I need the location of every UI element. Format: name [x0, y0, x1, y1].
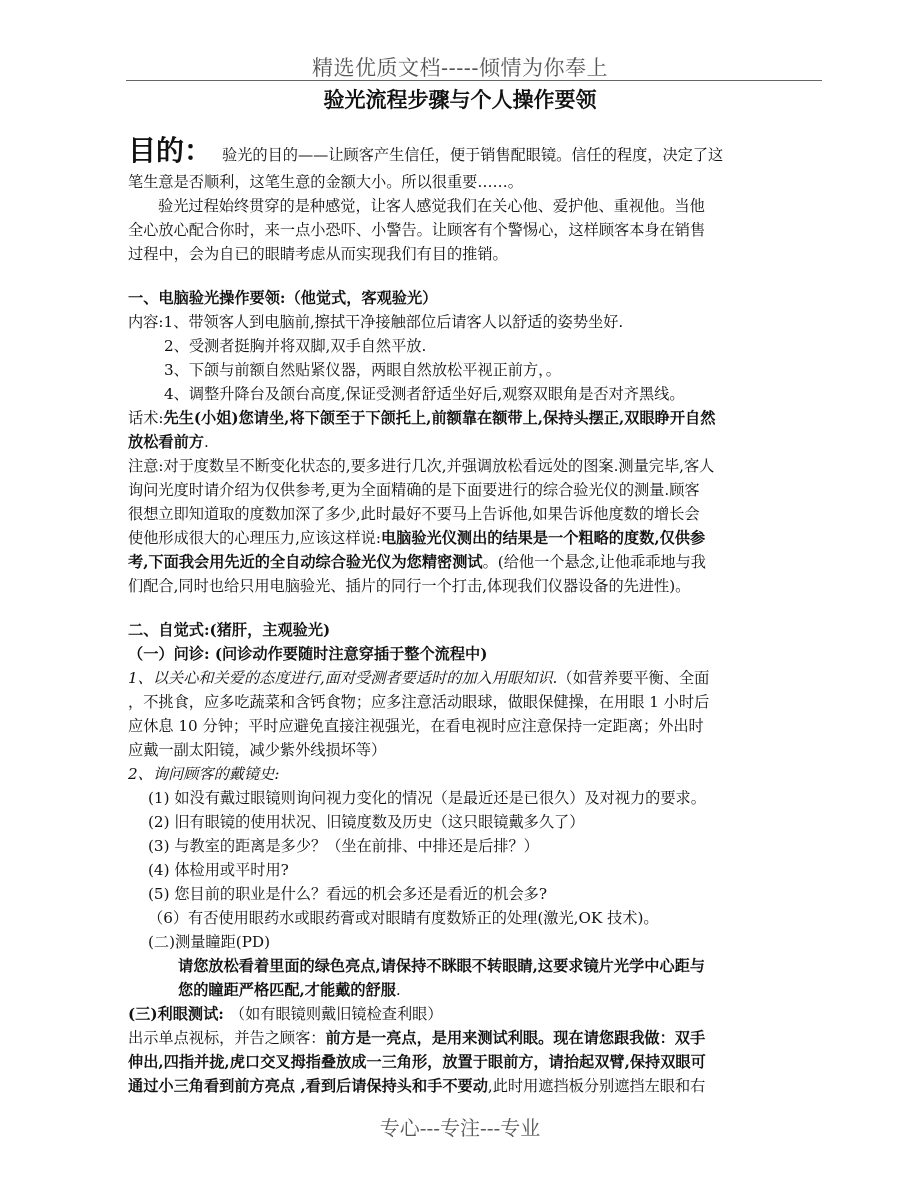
- section1-note-5: [128, 550, 820, 574]
- note4-bold: 电脑验光仪测出的结果是一个粗略的度数,仅供参: [380, 529, 706, 547]
- script-end: .: [203, 433, 209, 451]
- question-5: (5) 您目前的职业是什么？看远的机会多还是看近的机会多?: [148, 885, 547, 903]
- pd-script-2: [128, 978, 820, 1002]
- test3-bold: 通过小三角看到前方亮点 ,看到后请保持头和手不要动: [128, 1077, 488, 1095]
- pd-script-1: 请您放松看着里面的绿色亮点,请保持不眯眼不转眼睛,这要求镜片光学中心距与: [178, 957, 705, 975]
- purpose-line-4: 全心放心配合你时，来一点小恐吓、小警告。让顾客有个警惕心，这样顾客本身在销售: [128, 221, 706, 239]
- question-4: (4) 体检用或平时用?: [148, 861, 289, 879]
- section1-content-3: 3、下颌与前额自然贴紧仪器，两眼自然放松平视正前方，。: [164, 361, 561, 379]
- inquiry-item-1: [128, 666, 820, 690]
- inquiry-item-1-line-4: 应戴一副太阳镜，减少紫外线损坏等）: [128, 741, 387, 759]
- section1-note-2: 询问光度时请介绍为仅供参考,更为全面精确的是下面要进行的综合验光仪的测量.顾客: [128, 481, 700, 499]
- inquiry-item-2: 2、询问顾客的戴镜史:: [128, 765, 280, 783]
- section2-heading: 二、自觉式:(猪肝，主观验光): [128, 621, 331, 639]
- section1-heading: 一、电脑验光操作要领:（他觉式，客观验光）: [128, 289, 438, 307]
- section1-note-6: 们配合,同时也给只用电脑验光、插片的同行一个打击,体现我们仪器设备的先进性)。: [128, 577, 691, 595]
- section1-note-4: [128, 526, 820, 550]
- document-title: 验光流程步骤与个人操作要领: [323, 87, 597, 112]
- header-divider: [126, 80, 822, 81]
- test3-post: ,此时用遮挡板分别遮挡左眼和右: [487, 1077, 706, 1095]
- question-6: （6）有否使用眼药水或眼药膏或对眼睛有度数矫正的处理(激光,OK 技术)。: [148, 909, 659, 927]
- purpose-text: 验光的目的——让顾客产生信任，便于销售配眼镜。信任的程度，决定了这: [222, 146, 724, 164]
- section1-content-4: 4、调整升降台及颌台高度,保证受测者舒适坐好后,观察双眼角是否对齐黑线。: [164, 385, 685, 403]
- pd-script-2-bold: 您的瞳距严格匹配,才能戴的舒服: [178, 981, 396, 999]
- question-1: (1) 如没有戴过眼镜则询问视力变化的情况（是最近还是已很久）及对视力的要求。: [148, 789, 706, 807]
- note4-pre: 使他形成很大的心理压力,应该这样说:: [128, 529, 381, 547]
- note5-post: 。(给他一个悬念,让他乖乖地与我: [482, 553, 706, 571]
- question-2: (2) 旧有眼镜的使用状况、旧镜度数及历史（这只眼镜戴多久了）: [148, 813, 585, 831]
- section1-content-1: 内容:1、带领客人到电脑前,擦拭干净接触部位后请客人以舒适的姿势坐好.: [128, 313, 624, 331]
- script-bold-1: 先生(小姐)您请坐,将下颌至于下颌托上,前额靠在额带上,保持头摆正,双眼睁开自然: [163, 409, 716, 427]
- dominant-eye-line-1: [128, 1026, 820, 1050]
- dominant-eye-note: （如有眼镜则戴旧镜检查利眼）: [229, 1005, 443, 1023]
- section1-content-2: 2、受测者挺胸并将双脚,双手自然平放.: [164, 337, 427, 355]
- section1-note-1: 注意:对于度数呈不断变化状态的,要多进行几次,并强调放松看远处的图案.测量完毕,客人: [128, 457, 715, 475]
- document-body: [128, 132, 820, 1098]
- test1-bold: 前方是一亮点，是用来测试利眼。现在请您跟我做：双手: [325, 1029, 706, 1047]
- section1-script-line-2: [128, 430, 820, 454]
- purpose-line-1: [128, 132, 820, 170]
- inquiry-item-1-italic: 1、以关心和关爱的态度进行,面对受测者要适时的加入用眼知识.: [128, 669, 558, 687]
- page-footer: 专心---专注---专业: [379, 1116, 541, 1140]
- purpose-line-5: 过程中，会为自已的眼睛考虑从而实现我们有目的推销。: [128, 245, 508, 263]
- purpose-label: 目的：: [128, 134, 213, 167]
- section1-script-line-1: [128, 406, 820, 430]
- dominant-eye-title: (三)利眼测试:: [128, 1005, 224, 1023]
- script-prefix: 话术:: [128, 409, 164, 427]
- purpose-line-2: 笔生意是否顺利，这笔生意的金额大小。所以很重要……。: [128, 173, 523, 191]
- section1-note-3: 很想立即知道取的度数加深了多少,此时最好不要马上告诉他,如果告诉他度数的增长会: [128, 505, 700, 523]
- section2-sub1-heading: （一）问诊: (问诊动作要随时注意穿插于整个流程中): [128, 645, 488, 663]
- pd-script-end: .: [395, 981, 401, 999]
- purpose-line-3: 验光过程始终贯穿的是种感觉，让客人感觉我们在关心他、爱护他、重视他。当他: [158, 197, 705, 215]
- script-bold-2: 放松看前方: [128, 433, 204, 451]
- page-header: 精选优质文档-----倾情为你奉上: [312, 56, 608, 80]
- dominant-eye-line-2: 伸出,四指并拢,虎口交叉拇指叠放成一三角形，放置于眼前方，请抬起双臂,保持双眼可: [128, 1053, 706, 1071]
- dominant-eye-heading: [128, 1002, 820, 1026]
- dominant-eye-line-3: [128, 1074, 820, 1098]
- inquiry-item-1-line-2: ，不挑食，应多吃蔬菜和含钙食物；应多注意活动眼球，做眼保健操，在用眼 1 小时后: [128, 693, 710, 711]
- inquiry-item-1-line-3: 应休息 10 分钟；平时应避免直接注视强光，在看电视时应注意保持一定距离；外出时: [128, 717, 704, 735]
- question-3: (3) 与教室的距离是多少？（坐在前排、中排还是后排？）: [148, 837, 539, 855]
- test1-pre: 出示单点视标，并告之顾客：: [128, 1029, 326, 1047]
- pd-heading: (二)测量瞳距(PD): [148, 933, 271, 951]
- note5-bold: 考,下面我会用先近的全自动综合验光仪为您精密测试: [128, 553, 483, 571]
- inquiry-item-1-rest: （如营养要平衡、全面: [557, 669, 710, 687]
